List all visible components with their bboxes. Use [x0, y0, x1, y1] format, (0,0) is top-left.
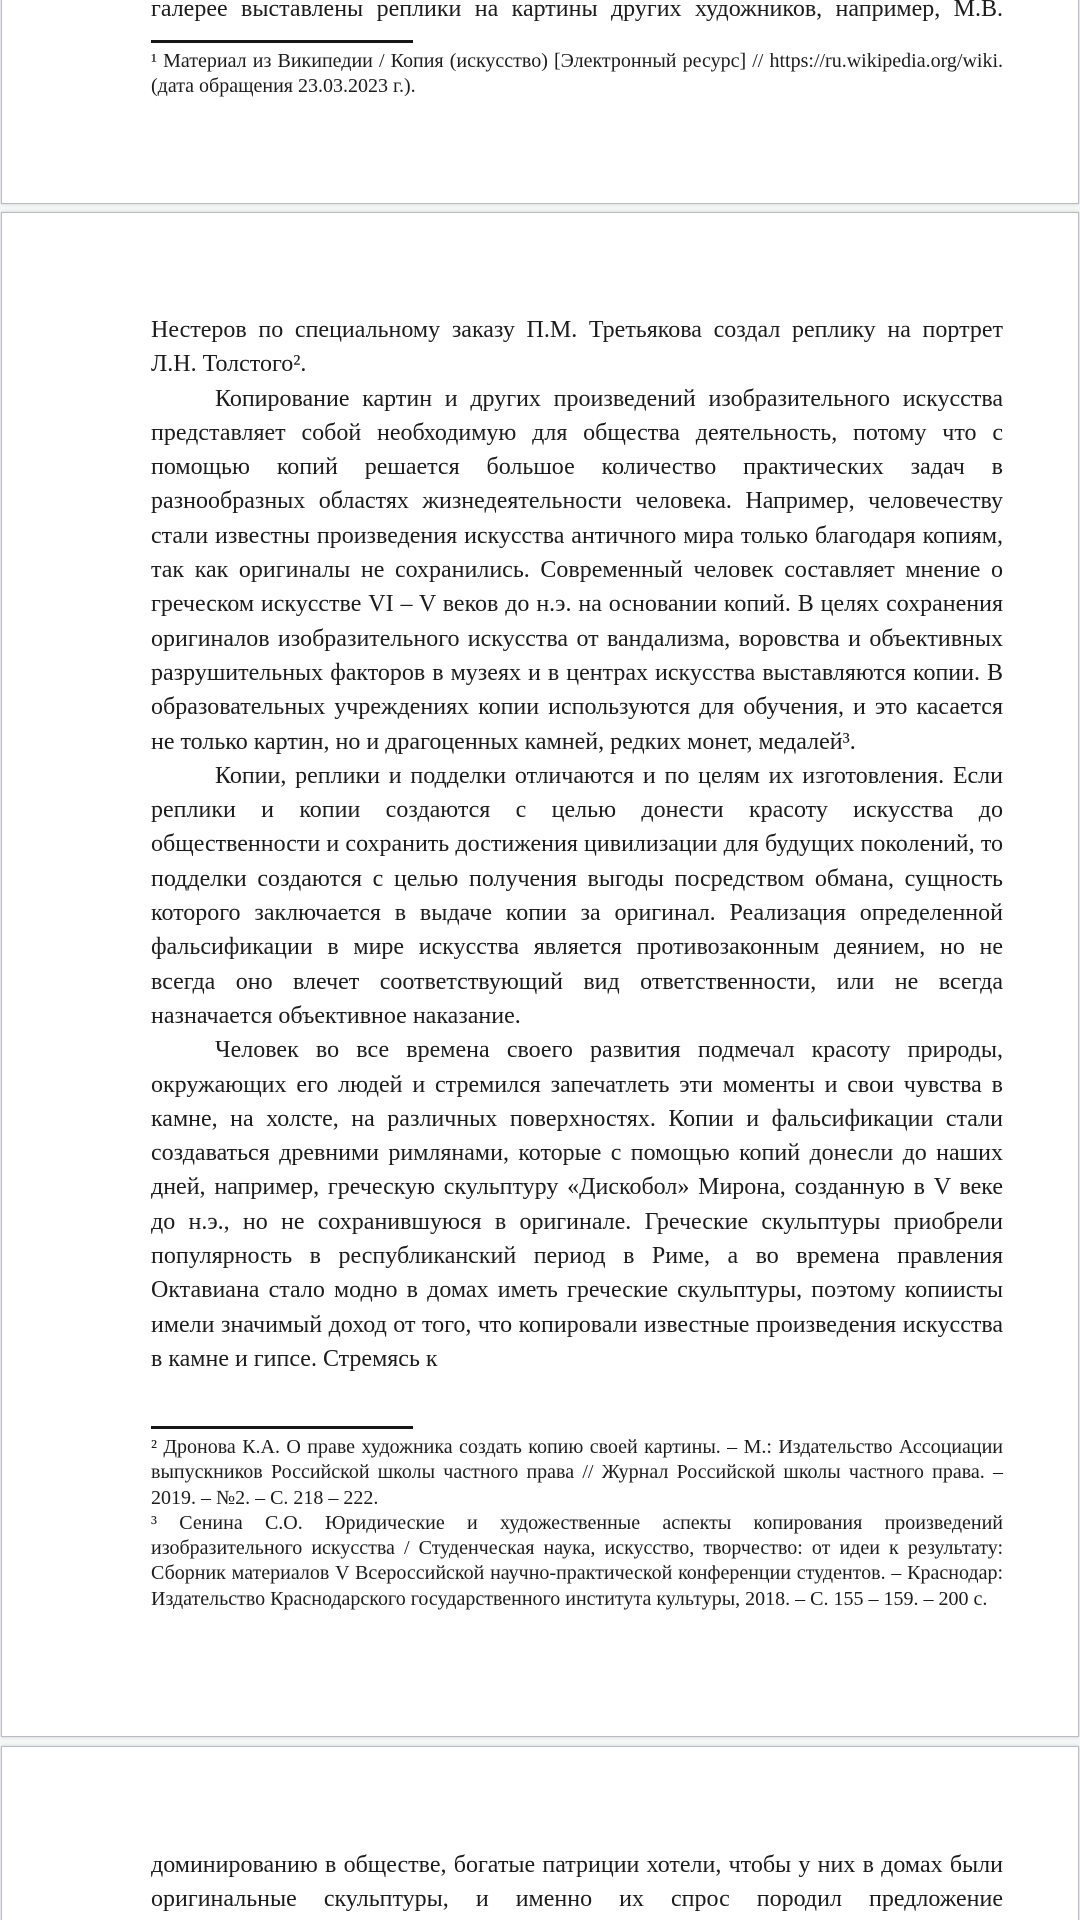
- footnote-1: ¹ Материал из Википедии / Копия (искусство) [Электронный ресурс] // https://ru.wikipedia.org/wiki. (дата обращения 23.03.2023 г.).: [151, 50, 1003, 98]
- footnote-2: ² Дронова К.А. О праве художника создать копию своей картины. – М.: Издательство Ассоциации выпускников Российской школы частного права // Журнал Российской школы частного права. – 2019. – №2. – С. 218 – 222.: [151, 1436, 1003, 1509]
- page1-body-line: галерее выставлены реплики на картины других художников, например, М.В.: [151, 0, 1003, 22]
- page1-footnote-separator: [151, 40, 413, 43]
- paragraph-continuation: Нестеров по специальному заказу П.М. Третьякова создал реплику на портрет Л.Н. Толстого².: [151, 317, 1003, 378]
- paragraph: Копирование картин и других произведений изобразительного искусства представляет собой необходимую для общества деятельность, потому что с помощью копий решается большое количество практических задач в разнообразных областях жизнедеятельности человека. Например, человечеству стали известны произведения искусства античного мира только благодаря копиям, так как оригиналы не сохранились. Современный человек составляет мнение о греческом искусстве VI – V веков до н.э. на основании копий. В целях сохранения оригиналов изобразительного искусства от вандализма, воровства и объективных разрушительных факторов в музеях и в центрах искусства выставляются копии. В образовательных учреждениях копии используются для обучения, и это касается не только картин, но и драгоценных камней, редких монет, медалей³.: [151, 385, 1003, 755]
- page3-body-text: доминированию в обществе, богатые патриции хотели, чтобы у них в домах были оригинальные скульптуры, и именно их спрос породил предложение: [151, 1852, 1003, 1913]
- page1-footnotes: [151, 49, 1003, 100]
- page-1: [1, 0, 1079, 204]
- paragraph: Копии, реплики и подделки отличаются и по целям их изготовления. Если реплики и копии создаются с целью донести красоту искусства до общественности и сохранить достижения цивилизации для будущих поколений, то подделки создаются с целью получения выгоды посредством обмана, сущность которого заключается в выдаче копии за оригинал. Реализация определенной фальсификации в мире искусства является противозаконным деянием, но не всегда оно влечет соответствующий вид ответственности, или не всегда назначается объективное наказание.: [151, 762, 1003, 1029]
- page2-footnote-separator: [151, 1426, 413, 1429]
- page2-body-text: [151, 313, 1003, 1376]
- page2-footnotes: [151, 1435, 1003, 1612]
- paragraph: Человек во все времена своего развития подмечал красоту природы, окружающих его людей и стремился запечатлеть эти моменты и свои чувства в камне, на холсте, на различных поверхностях. Копии и фальсификации стали создаваться древними римлянами, которые с помощью копий донесли до наших дней, например, греческую скульптуру «Дискобол» Мирона, созданную в V веке до н.э., но не сохранившуюся в оригинале. Греческие скульптуры приобрели популярность в республиканский период в Риме, а во времена правления Октавиана стало модно в домах иметь греческие скульптуры, поэтому копиисты имели значимый доход от того, что копировали известные произведения искусства в камне и гипсе. Стремясь к: [151, 1037, 1003, 1372]
- footnote-3: ³ Сенина С.О. Юридические и художественные аспекты копирования произведений изобразительного искусства / Студенческая наука, искусство, творчество: от идеи к результату: Сборник материалов V Всероссийской научно-практической конференции студентов. – Краснодар: Издательство Краснодарского государственного института культуры, 2018. – С. 155 – 159. – 200 с.: [151, 1511, 1003, 1610]
